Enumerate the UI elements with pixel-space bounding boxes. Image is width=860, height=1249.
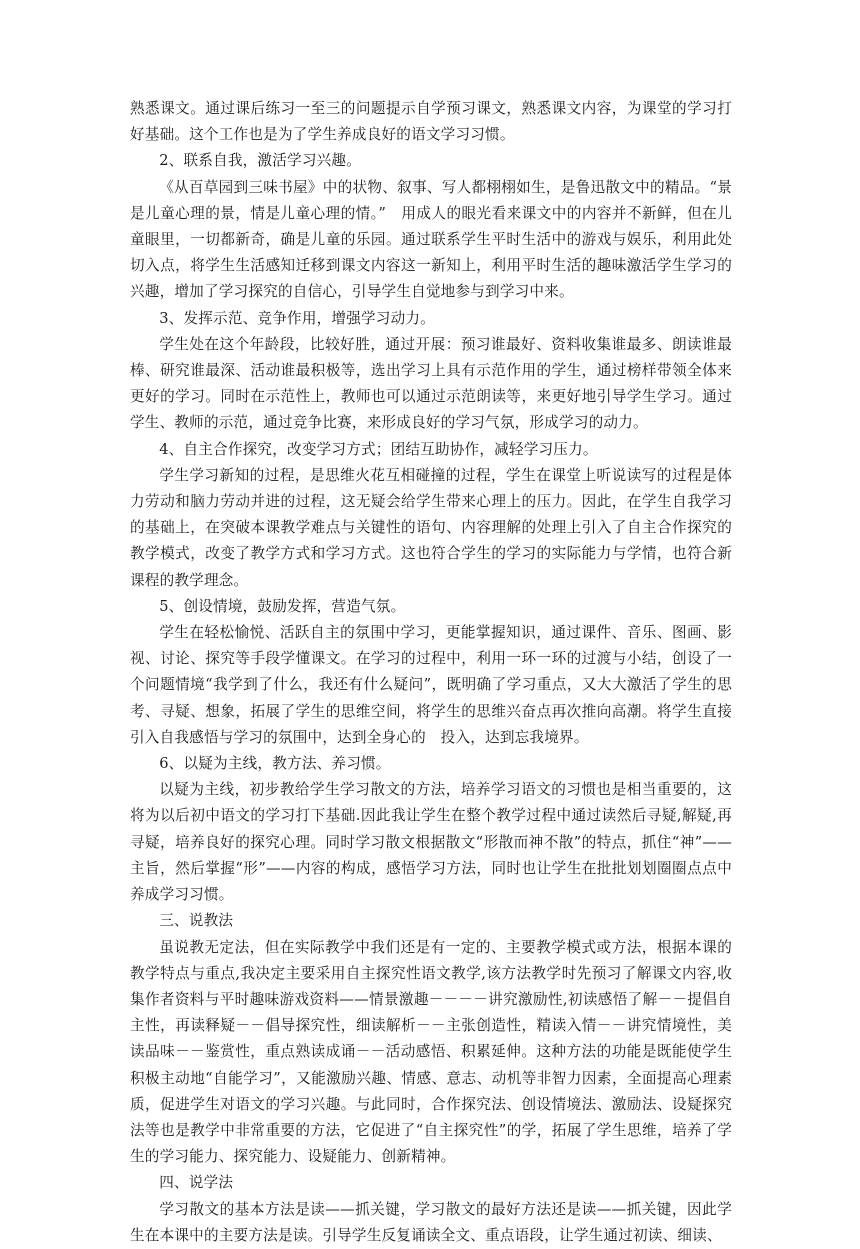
section-heading-4: 4、自主合作探究，改变学习方式；团结互助协作，减轻学习压力。 bbox=[159, 440, 598, 458]
paragraph: 虽说教无定法，但在实际教学中我们还是有一定的、主要教学模式或方法，根据本课的教学特点与重点,我决定主要采用自主探究性语文教学,该方法教学时先预习了解课文内容,收集作者资料与平时趣味游戏资料——情景激趣－－－－讲究激励性,初读感悟了解－－提倡自主性，再读释疑－－倡导探究性，细读解析－－主张创造性，精读入情－－讲究情境性，美读品味－－鉴赏性，重点熟读成诵－－活动感悟、积累延伸。这种方法的功能是既能使学生积极主动地“自能学习”，又能激励兴趣、情感、意志、动机等非智力因素，全面提高心理素质，促进学生对语文的学习兴趣。与此同时，合作探究法、创设情境法、激励法、设疑探究法等也是教学中非常重要的方法，它促进了“自主探究性”的学，拓展了学生思维，培养了学生的学习能力、探究能力、设疑能力、创新精神。 bbox=[130, 938, 732, 1166]
section-heading-3: 3、发挥示范、竞争作用，增强学习动力。 bbox=[159, 309, 435, 327]
section-heading-6: 6、以疑为主线，教方法、养习惯。 bbox=[159, 755, 391, 773]
paragraph: 《从百草园到三味书屋》中的状物、叙事、写人都栩栩如生，是鲁迅散文中的精品。“景是儿童心理的景，情是儿童心理的情。” 用成人的眼光看来课文中的内容并不新鲜，但在儿童眼里，一切都新奇，确是儿童的乐园。通过联系学生平时生活中的游戏与娱乐，利用此处切入点，将学生生活感知迁移到课文内容这一新知上，利用平时生活的趣味激活学生学习的兴趣，增加了学习探究的自信心，引导学生自觉地参与到学习中来。 bbox=[130, 178, 732, 301]
section-heading-learning-method: 四、说学法 bbox=[159, 1174, 234, 1192]
paragraph: 学习散文的基本方法是读——抓关键，学习散文的最好方法还是读——抓关键，因此学生在本课中的主要方法是读。引导学生反复诵读全文、重点语段，让学生通过初读、细读、 bbox=[130, 1200, 732, 1244]
section-heading-teaching-method: 三、说教法 bbox=[159, 912, 234, 930]
paragraph: 学生学习新知的过程，是思维火花互相碰撞的过程，学生在课堂上听说读写的过程是体力劳动和脑力劳动并进的过程，这无疑会给学生带来心理上的压力。因此，在学生自我学习的基础上，在突破本课教学难点与关键性的语句、内容理解的处理上引入了自主合作探究的教学模式，改变了教学方式和学习方式。这也符合学生的学习的实际能力与学情，也符合新课程的教学理念。 bbox=[130, 466, 732, 589]
paragraph-continued: 熟悉课文。通过课后练习一至三的问题提示自学预习课文，熟悉课文内容，为课堂的学习打好基础。这个工作也是为了学生养成良好的语文学习习惯。 bbox=[130, 100, 732, 144]
paragraph: 学生在轻松愉悦、活跃自主的氛围中学习，更能掌握知识，通过课件、音乐、图画、影视、讨论、探究等手段学懂课文。在学习的过程中，利用一环一环的过渡与小结，创设了一个问题情境“我学到了什么，我还有什么疑问”，既明确了学习重点，又大大激活了学生的思考、寻疑、想象，拓展了学生的思维空间，将学生的思维兴奋点再次推向高潮。将学生直接引入自我感悟与学习的氛围中，达到全身心的 投入，达到忘我境界。 bbox=[130, 624, 732, 746]
paragraph: 学生处在这个年龄段，比较好胜，通过开展：预习谁最好、资料收集谁最多、朗读谁最棒、研究谁最深、活动谁最积极等，选出学习上具有示范作用的学生，通过榜样带领全体来更好的学习。同时在示范性上，教师也可以通过示范朗读等，来更好地引导学生学习。通过学生、教师的示范，通过竞争比赛，来形成良好的学习气氛，形成学习的动力。 bbox=[130, 335, 732, 432]
section-heading-5: 5、创设情境，鼓励发挥，营造气氛。 bbox=[159, 597, 406, 615]
section-heading-2: 2、联系自我，激活学习兴趣。 bbox=[159, 152, 361, 170]
paragraph: 以疑为主线，初步教给学生学习散文的方法，培养学习语文的习惯也是相当重要的，这将为以后初中语文的学习打下基础.因此我让学生在整个教学过程中通过读然后寻疑,解疑,再寻疑，培养良好的探究心理。同时学习散文根据散文“形散而神不散”的特点，抓住“神”——主旨，然后掌握“形”——内容的构成，感悟学习方法，同时也让学生在批批划划圈圈点点中养成学习习惯。 bbox=[130, 781, 732, 904]
document-body bbox=[130, 96, 732, 1249]
